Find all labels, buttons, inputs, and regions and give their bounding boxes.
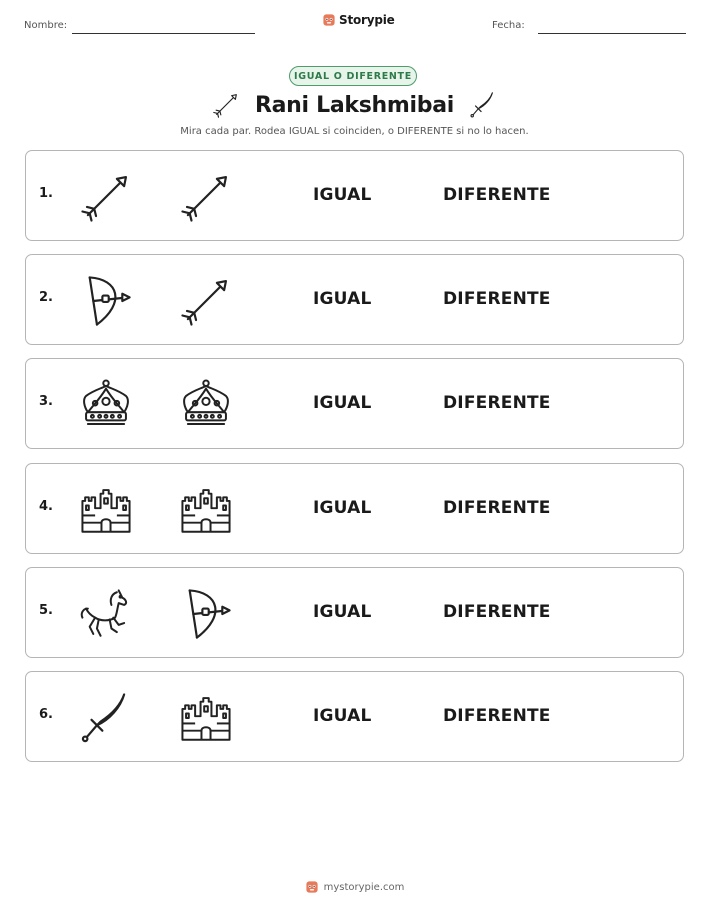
different-option[interactable]: DIFERENTE <box>443 706 551 726</box>
different-option[interactable]: DIFERENTE <box>443 602 551 622</box>
title-row <box>0 90 709 120</box>
different-option[interactable]: DIFERENTE <box>443 289 551 309</box>
sword-icon <box>77 689 135 747</box>
item-number: 1. <box>39 186 53 201</box>
castle-icon <box>177 689 235 747</box>
page-title: Rani Lakshmibai <box>254 92 454 118</box>
crown-icon <box>177 376 235 434</box>
name-field[interactable] <box>72 33 255 34</box>
crown-icon <box>77 376 135 434</box>
arrow-icon <box>177 272 235 330</box>
item-number: 6. <box>39 707 53 722</box>
different-option[interactable]: DIFERENTE <box>443 185 551 205</box>
same-option[interactable]: IGUAL <box>313 393 372 413</box>
exercise-card <box>25 358 684 449</box>
item-number: 2. <box>39 290 53 305</box>
arrow-icon <box>211 90 241 120</box>
brand-name: Storypie <box>339 13 395 27</box>
different-option[interactable]: DIFERENTE <box>443 393 551 413</box>
worksheet-type-badge: IGUAL O DIFERENTE <box>289 66 417 86</box>
mascot-icon <box>305 880 319 894</box>
mascot-icon <box>322 13 336 27</box>
name-label: Nombre: <box>24 20 68 31</box>
instructions: Mira cada par. Rodea IGUAL si coinciden, o DIFERENTE si no lo hacen. <box>180 126 529 137</box>
castle-icon <box>177 481 235 539</box>
item-number: 5. <box>39 603 53 618</box>
sword-icon <box>468 90 498 120</box>
same-option[interactable]: IGUAL <box>313 185 372 205</box>
same-option[interactable]: IGUAL <box>313 289 372 309</box>
different-option[interactable]: DIFERENTE <box>443 498 551 518</box>
same-option[interactable]: IGUAL <box>313 498 372 518</box>
brand-logo <box>322 13 395 27</box>
same-option[interactable]: IGUAL <box>313 602 372 622</box>
horse-icon <box>77 585 135 643</box>
exercise-card <box>25 254 684 345</box>
item-number: 3. <box>39 394 53 409</box>
exercise-card <box>25 671 684 762</box>
arrow-icon <box>177 168 235 226</box>
footer-url: mystorypie.com <box>323 881 405 893</box>
date-label: Fecha: <box>492 20 525 31</box>
bow-icon <box>177 585 235 643</box>
castle-icon <box>77 481 135 539</box>
bow-icon <box>77 272 135 330</box>
exercise-card <box>25 150 684 241</box>
same-option[interactable]: IGUAL <box>313 706 372 726</box>
exercise-card <box>25 567 684 658</box>
arrow-icon <box>77 168 135 226</box>
date-field[interactable] <box>538 33 686 34</box>
item-number: 4. <box>39 499 53 514</box>
exercise-card <box>25 463 684 554</box>
footer <box>0 880 709 894</box>
